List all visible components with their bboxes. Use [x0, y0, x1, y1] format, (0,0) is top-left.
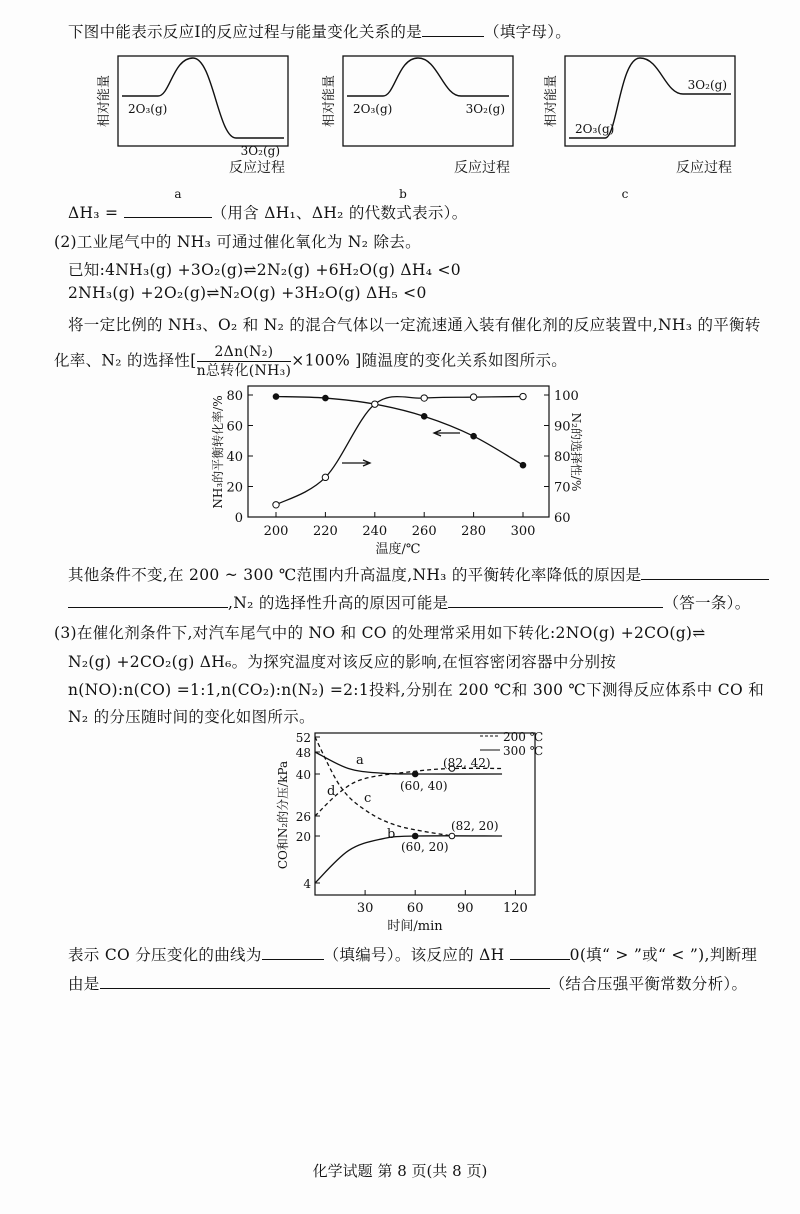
data-point — [273, 394, 279, 400]
x-axis-label: 温度/℃ — [375, 542, 421, 557]
text: 0(填“ > ”或“ < ”),判断理 — [569, 946, 758, 964]
data-point — [471, 433, 477, 439]
x-tick-label: 60 — [406, 901, 424, 916]
text: 由是 — [68, 975, 100, 993]
answer-blank[interactable] — [510, 945, 570, 960]
chart-partial-pressure — [0, 720, 800, 940]
x-axis-label: 时间/min — [387, 919, 443, 934]
point-annotation: (82, 42) — [443, 756, 491, 770]
q1-line — [68, 20, 571, 42]
chart-nh3-conversion — [0, 375, 800, 575]
q3-line-2: N₂(g) +2CO₂(g) ΔH₆。为探究温度对该反应的影响,在恒容密闭容器中分别按 — [68, 653, 617, 671]
arrow-right — [342, 460, 370, 466]
y-tick-label: 48 — [295, 746, 311, 760]
q2-paragraph: 将一定比例的 NH₃、O₂ 和 N₂ 的混合气体以一定流速通入装有催化剂的反应装置中,NH₃ 的平衡转 — [68, 316, 761, 334]
y2-tick-label: 90 — [554, 419, 571, 435]
x-tick-label: 200 — [263, 524, 289, 539]
x-tick-label: 240 — [362, 524, 388, 539]
equation-1: 已知:4NH₃(g) +3O₂(g)⇌2N₂(g) +6H₂O(g) ΔH₄ <0 — [68, 261, 461, 279]
dh3-line — [68, 201, 468, 223]
curve-label: d — [327, 784, 336, 799]
y2-tick-label: 60 — [554, 511, 571, 526]
diagram-frame — [118, 56, 288, 146]
y-tick-label: 40 — [295, 768, 311, 782]
y-tick-label: 4 — [303, 877, 311, 891]
q1-prompt: 下图中能表示反应Ⅰ的反应过程与能量变化关系的是 — [68, 23, 423, 41]
legend-200: 200 ℃ — [503, 730, 544, 744]
answer-blank[interactable] — [124, 203, 212, 218]
text: ,N₂ 的选择性升高的原因可能是 — [228, 594, 449, 612]
x-tick-label: 120 — [502, 901, 528, 916]
diagram-label: b — [399, 187, 407, 201]
y-axis-label: NH₃的平衡转化率/% — [211, 395, 225, 509]
diagram-ylabel: 相对能量 — [97, 74, 112, 128]
text: 化率、N₂ 的选择性[ — [54, 351, 197, 370]
point-annotation: (60, 20) — [401, 840, 449, 854]
arrow-left — [434, 430, 460, 436]
curve-label: b — [387, 827, 396, 842]
y-tick-label: 60 — [226, 419, 243, 435]
diagram-ylabel: 相对能量 — [544, 74, 559, 128]
x-tick-label: 260 — [411, 524, 437, 539]
text: 其他条件不变,在 200 ~ 300 ℃范围内升高温度,NH₃ 的平衡转化率降低的原因是 — [68, 566, 642, 584]
data-point — [323, 395, 329, 401]
y-tick-label: 52 — [295, 731, 311, 745]
reactant-label: 2O₃(g) — [575, 122, 615, 136]
q3-answer-line-2 — [68, 972, 747, 994]
diagram-xlabel: 反应过程 — [676, 160, 732, 176]
y-tick-label: 0 — [234, 511, 243, 526]
legend-300: 300 ℃ — [503, 744, 544, 758]
data-point — [449, 833, 455, 839]
answer-blank[interactable] — [448, 593, 663, 608]
diagram-label: c — [621, 187, 629, 201]
curve-label: c — [364, 791, 372, 806]
data-point — [273, 502, 279, 508]
y2-tick-label: 70 — [554, 480, 571, 496]
y-tick-label: 20 — [226, 480, 243, 496]
data-point — [412, 833, 418, 839]
data-point — [421, 395, 427, 401]
q2-question-b — [68, 591, 751, 613]
q2-intro: (2)工业尾气中的 NH₃ 可通过催化氧化为 N₂ 除去。 — [54, 233, 421, 251]
point-annotation: (60, 40) — [400, 779, 448, 793]
diagram-xlabel: 反应过程 — [229, 160, 285, 176]
q2-question-a — [68, 563, 769, 585]
y-axis-label: CO和N₂的分压/kPa — [276, 760, 290, 870]
dh3-label: ΔH₃ = — [68, 204, 119, 222]
page-footer: 化学试题 第 8 页(共 8 页) — [312, 1162, 488, 1180]
q3-line-3: n(NO):n(CO) =1:1,n(CO₂):n(N₂) =2:1投料,分别在 200 ℃和 300 ℃下测得反应体系中 CO 和 — [68, 681, 764, 699]
point-annotation: (82, 20) — [451, 819, 499, 833]
y2-axis-label: N₂的选择性/% — [569, 412, 583, 492]
product-label: 3O₂(g) — [465, 102, 505, 116]
text: （结合压强平衡常数分析）。 — [549, 975, 748, 993]
y-tick-label: 40 — [226, 450, 243, 465]
plot-frame — [315, 733, 535, 895]
reactant-label: 2O₃(g) — [128, 102, 168, 116]
product-label: 3O₂(g) — [687, 78, 727, 92]
fraction-numerator: 2Δn(N₂) — [197, 343, 292, 362]
y2-tick-label: 100 — [554, 389, 579, 404]
y-tick-label: 20 — [295, 830, 311, 844]
data-point — [412, 771, 418, 777]
answer-blank[interactable] — [422, 22, 484, 37]
y-tick-label: 80 — [226, 389, 243, 404]
x-tick-label: 220 — [312, 524, 338, 539]
diagram-frame — [343, 56, 513, 146]
y2-tick-label: 80 — [554, 450, 571, 465]
x-tick-label: 280 — [461, 524, 487, 539]
x-tick-label: 30 — [356, 901, 374, 916]
answer-blank[interactable] — [262, 945, 324, 960]
x-tick-label: 90 — [457, 901, 474, 916]
text: （填编号）。该反应的 ΔH — [323, 946, 505, 964]
fraction-denominator: n总转化(NH₃) — [196, 363, 292, 379]
text: ×100% ]随温度的变化关系如图所示。 — [291, 351, 568, 370]
energy-curve — [122, 58, 284, 138]
q3-answer-line-1 — [68, 943, 757, 965]
dh3-hint: （用含 ΔH₁、ΔH₂ 的代数式表示）。 — [211, 204, 468, 222]
series-line — [276, 397, 523, 466]
q3-line-4: N₂ 的分压随时间的变化如图所示。 — [68, 708, 315, 726]
answer-blank[interactable] — [68, 593, 228, 608]
data-point — [421, 414, 427, 420]
series-line — [276, 397, 523, 505]
reactant-label: 2O₃(g) — [353, 102, 393, 116]
data-point — [322, 474, 328, 480]
product-label: 3O₂(g) — [240, 144, 280, 158]
data-point — [372, 401, 378, 407]
x-tick-label: 300 — [510, 524, 536, 539]
q1-hint: （填字母）。 — [484, 23, 572, 41]
diagram-xlabel: 反应过程 — [454, 160, 510, 176]
diagram-label: a — [174, 187, 182, 201]
y-tick-label: 26 — [295, 810, 311, 824]
data-point — [470, 394, 476, 400]
data-point — [520, 393, 526, 399]
diagram-ylabel: 相对能量 — [322, 74, 337, 128]
curve-label: a — [356, 753, 364, 768]
text: （答一条）。 — [663, 594, 751, 612]
energy-curve — [347, 58, 509, 96]
answer-blank[interactable] — [100, 974, 550, 989]
equation-2: 2NH₃(g) +2O₂(g)⇌N₂O(g) +3H₂O(g) ΔH₅ <0 — [68, 284, 427, 302]
text: 表示 CO 分压变化的曲线为 — [68, 946, 262, 964]
answer-blank[interactable] — [641, 565, 769, 580]
data-point — [520, 462, 526, 468]
q3-line-1: (3)在催化剂条件下,对汽车尾气中的 NO 和 CO 的处理常采用如下转化:2NO(g) +2CO(g)⇌ — [54, 624, 706, 642]
